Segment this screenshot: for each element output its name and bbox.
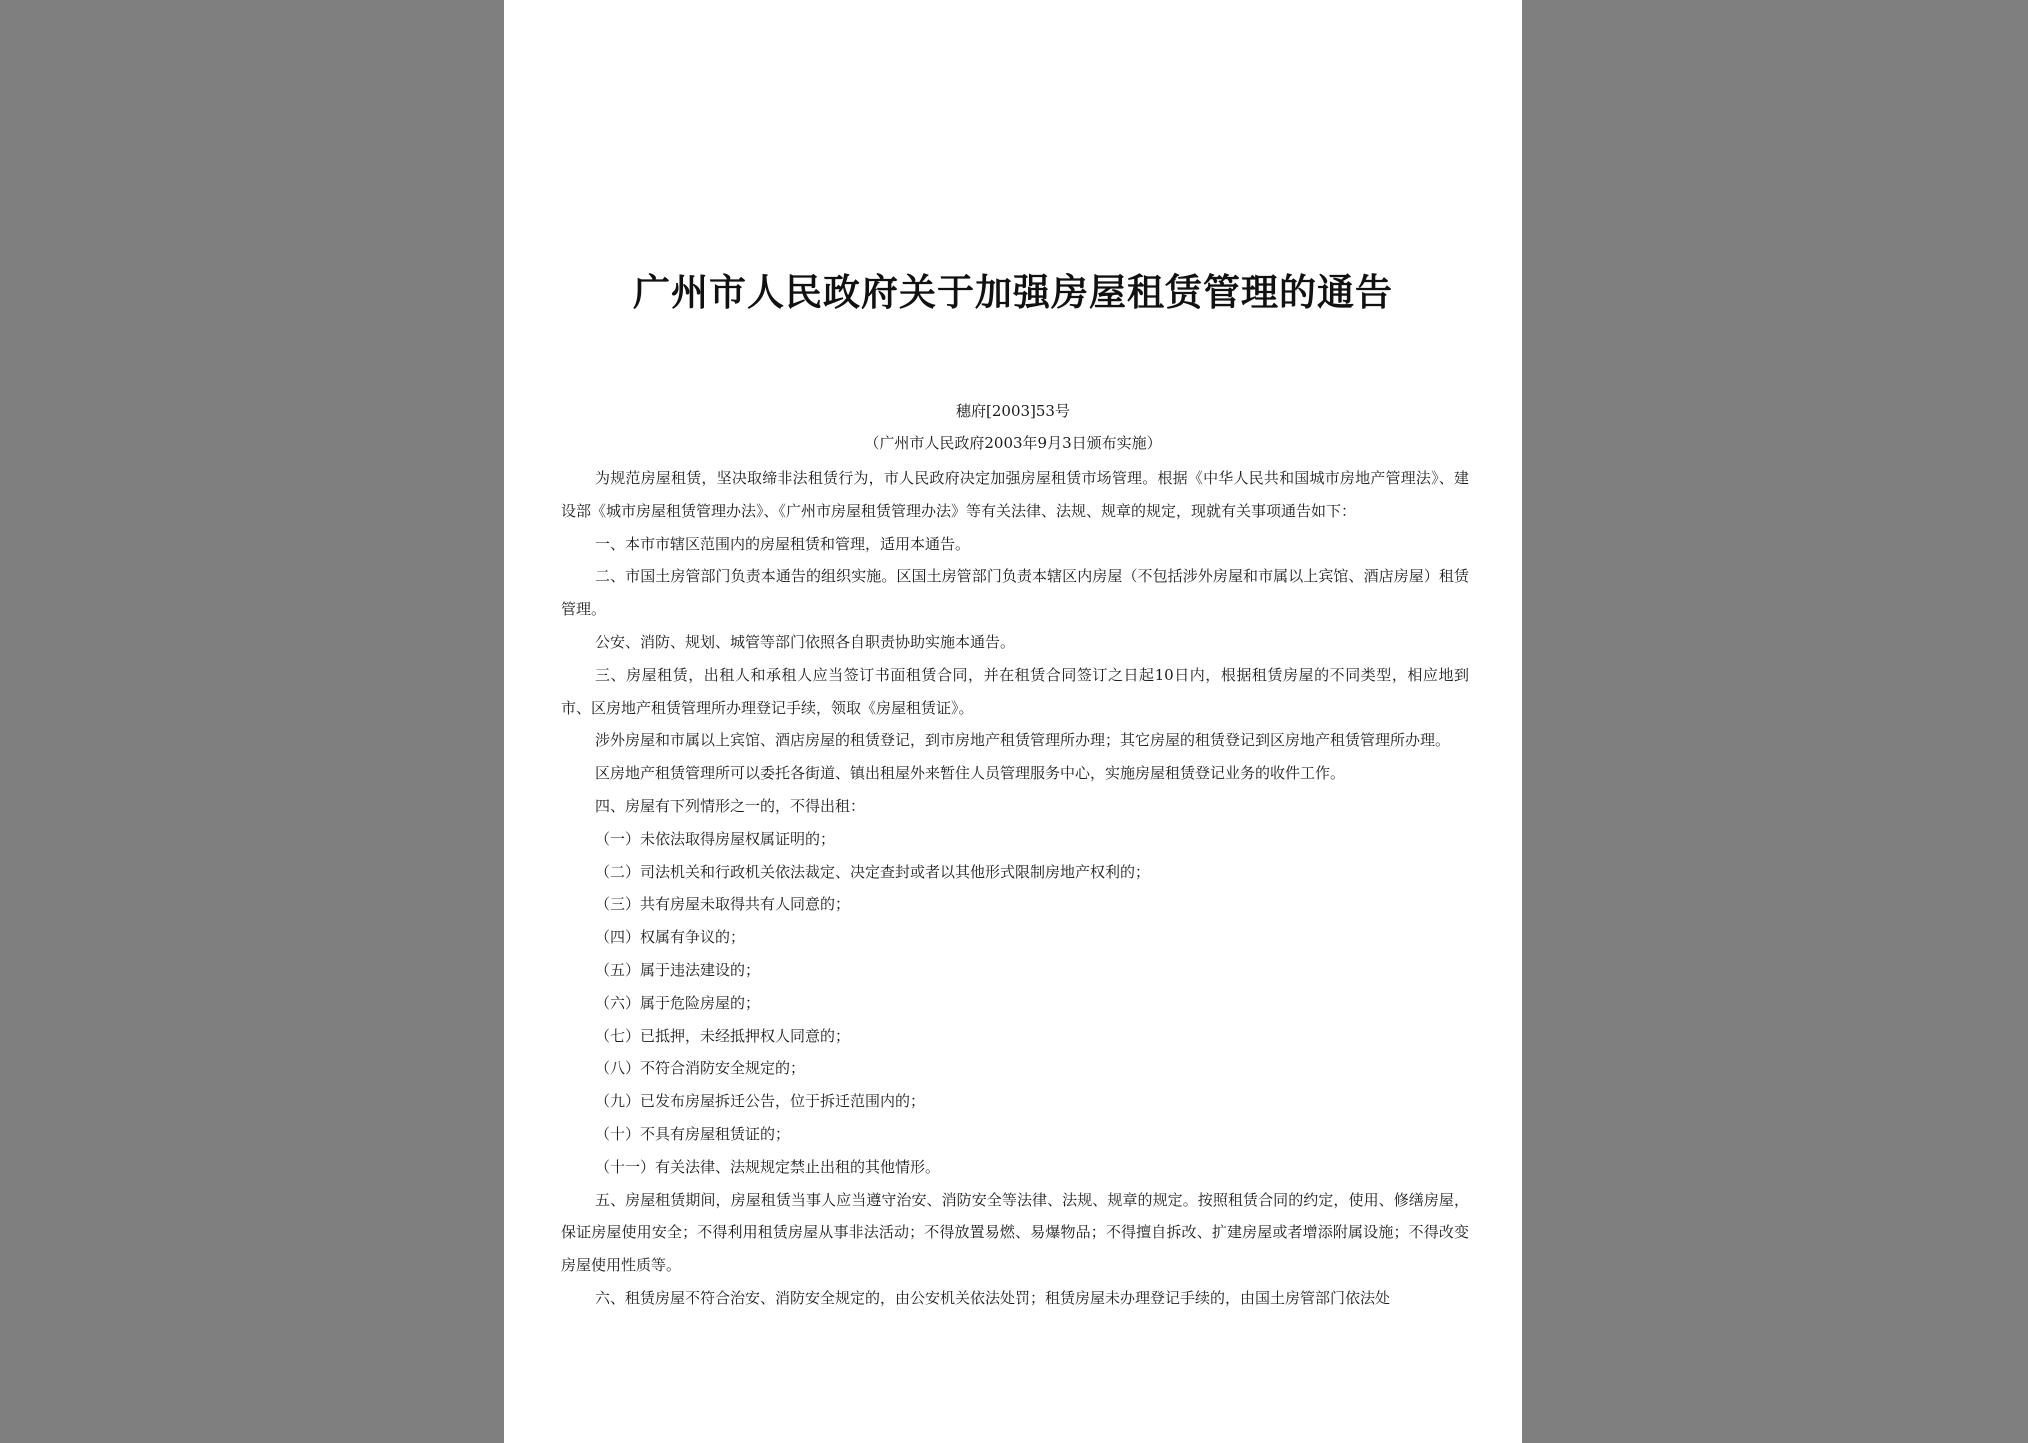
- body-paragraph: 公安、消防、规划、城管等部门依照各自职责协助实施本通告。: [595, 632, 1016, 651]
- list-item: （九）已发布房屋拆迁公告，位于拆迁范围内的；: [595, 1092, 926, 1111]
- list-item: （一）未依法取得房屋权属证明的；: [595, 829, 836, 848]
- list-item: （七）已抵押，未经抵押权人同意的；: [595, 1026, 851, 1045]
- document-number: 穗府[2003]53号: [956, 402, 1070, 420]
- body-paragraph: 五、房屋租赁期间，房屋租赁当事人应当遵守治安、消防安全等法律、法规、规章的规定。按照租赁合同的约定，使用、修缮房屋，保证房屋使用安全；不得利用租赁房屋从事非法活动；不得放置易燃、易爆物品；不得擅自拆改、扩建房屋或者增添附属设施；不得改变房屋使用性质等。: [561, 1190, 1469, 1275]
- body-paragraph: 涉外房屋和市属以上宾馆、酒店房屋的租赁登记，到市房地产租赁管理所办理；其它房屋的租赁登记到区房地产租赁管理所办理。: [595, 731, 1451, 750]
- body-paragraph: 四、房屋有下列情形之一的，不得出租：: [595, 796, 866, 815]
- list-item: （四）权属有争议的；: [595, 928, 746, 947]
- body-paragraph: 六、租赁房屋不符合治安、消防安全规定的，由公安机关依法处罚；租赁房屋未办理登记手续的，由国土房管部门依法处: [595, 1288, 1391, 1307]
- list-item: （十一）有关法律、法规规定禁止出租的其他情形。: [595, 1157, 941, 1176]
- body-paragraph: 二、市国土房管部门负责本通告的组织实施。区国土房管部门负责本辖区内房屋（不包括涉外房屋和市属以上宾馆、酒店房屋）租赁管理。: [561, 567, 1469, 619]
- list-item: （八）不符合消防安全规定的；: [595, 1059, 806, 1078]
- document-issue-note: （广州市人民政府2003年9月3日颁布实施）: [864, 434, 1162, 452]
- body-paragraph: 区房地产租赁管理所可以委托各街道、镇出租屋外来暂住人员管理服务中心，实施房屋租赁登记业务的收件工作。: [595, 764, 1346, 783]
- body-paragraph: 一、本市市辖区范围内的房屋租赁和管理，适用本通告。: [595, 534, 971, 553]
- document-page: [504, 0, 1522, 1443]
- list-item: （三）共有房屋未取得共有人同意的；: [595, 895, 851, 914]
- body-paragraph: 三、房屋租赁，出租人和承租人应当签订书面租赁合同，并在租赁合同签订之日起10日内，根据租赁房屋的不同类型，相应地到市、区房地产租赁管理所办理登记手续，领取《房屋租赁证》。: [561, 665, 1469, 717]
- list-item: （十）不具有房屋租赁证的；: [595, 1124, 791, 1143]
- list-item: （五）属于违法建设的；: [595, 960, 761, 979]
- body-paragraph: 为规范房屋租赁，坚决取缔非法租赁行为，市人民政府决定加强房屋租赁市场管理。根据《中华人民共和国城市房地产管理法》、建设部《城市房屋租赁管理办法》、《广州市房屋租赁管理办法》等有关法律、法规、规章的规定，现就有关事项通告如下：: [561, 469, 1469, 520]
- document-title: 广州市人民政府关于加强房屋租赁管理的通告: [633, 270, 1393, 314]
- list-item: （二）司法机关和行政机关依法裁定、决定查封或者以其他形式限制房地产权利的；: [595, 862, 1151, 881]
- document-body: [561, 462, 1469, 1315]
- list-item: （六）属于危险房屋的；: [595, 993, 761, 1012]
